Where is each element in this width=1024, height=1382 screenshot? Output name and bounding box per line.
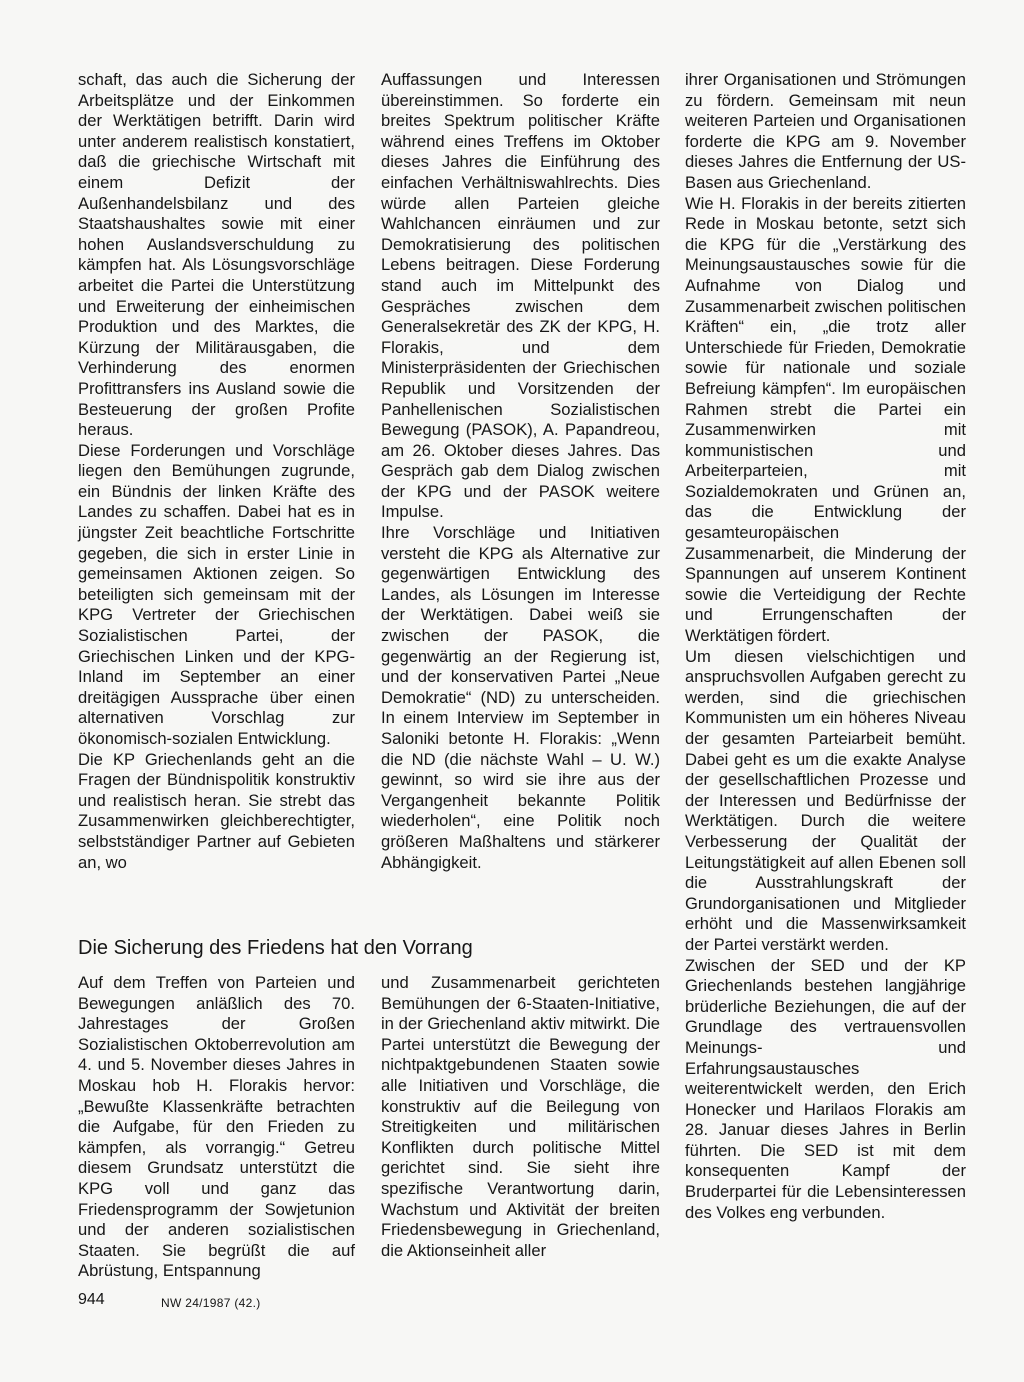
paragraph: und Zusammenarbeit gerichteten Bemühungen der 6-Staaten-Initiative, in der Griechenland aktiv mitwirkt. Die Partei unterstützt die Bewegung der nichtpaktgebundenen Staaten sowie alle Initiativen und Vorschläge, die konstruktiv auf die Beilegung von Streitigkeiten und militärischen Konflikten durch politische Mittel gerichtet sind. Sie sieht ihre spezifische Verantwortung darin, Wachstum und Aktivität der breiten Friedensbewegung in Griechenland, die Aktionseinheit aller bbox=[381, 973, 660, 1260]
section-column-1 bbox=[78, 973, 355, 1282]
paragraph: Auffassungen und Interessen übereinstimmen. So forderte ein breites Spektrum politischer Kräfte während eines Treffens im Oktober dieses Jahres die Einführung des einfachen Verhältniswahlrechts. Dies würde allen Parteien gleiche Wahlchancen einräumen und zur Demokratisierung des politischen Lebens beitragen. Diese Forderung stand auch im Mittelpunkt des Gespräches zwischen dem Generalsekretär des ZK der KPG, H. Florakis, und dem Ministerpräsidenten der Griechischen Republik und Vorsitzenden der Panhellenischen Sozialistischen Bewegung (PASOK), A. Papandreou, am 26. Oktober dieses Jahres. Das Gespräch gab dem Dialog zwischen der KPG und der PASOK weitere Impulse. bbox=[381, 70, 660, 522]
paragraph: Die KP Griechenlands geht an die Fragen der Bündnispolitik konstruktiv und realistisch heran. Sie strebt das Zusammenwirken gleichberechtigter, selbstständiger Partner auf Gebieten an, wo bbox=[78, 749, 355, 872]
section-column-2 bbox=[381, 973, 660, 1261]
paragraph: ihrer Organisationen und Strömungen zu fördern. Gemeinsam mit neun weiteren Parteien und Organisationen forderte die KPG am 9. November dieses Jahres die Entfernung der US-Basen aus Griechenland. bbox=[685, 70, 966, 192]
article-column-1 bbox=[78, 70, 355, 873]
section-heading: Die Sicherung des Friedens hat den Vorrang bbox=[78, 937, 473, 959]
paragraph: Zwischen der SED und der KP Griechenlands bestehen langjährige brüderliche Beziehungen, die auf der Grundlage des vertrauensvollen Meinungs- und Erfahrungsaustausches weiterentwickelt werden, den Erich Honecker und Harilaos Florakis am 28. Januar dieses Jahres in Berlin führten. Die SED ist mit dem konsequenten Kampf der Bruderpartei für die Lebensinteressen des Volkes eng verbunden. bbox=[685, 955, 966, 1222]
paragraph: schaft, das auch die Sicherung der Arbeitsplätze und der Einkommen der Werktätigen betrifft. Darin wird unter anderem realistisch konstatiert, daß die griechische Wirtschaft mit einem Defizit der Außenhandelsbilanz und des Staatshaushaltes sowie mit einer hohen Auslandsverschuldung zu kämpfen hat. Als Lösungsvorschläge arbeitet die Partei die Unterstützung und Erweiterung der einheimischen Produktion und des Marktes, die Kürzung der Militärausgaben, die Verhinderung des enormen Profittransfers ins Ausland sowie die Besteuerung der großen Profite heraus. bbox=[78, 70, 355, 440]
paragraph: Wie H. Florakis in der bereits zitierten Rede in Moskau betonte, setzt sich die KPG für die „Verstärkung des Meinungsaustausches sowie für die Aufnahme von Dialog und Zusammenarbeit zwischen politischen Kräften“ ein, „die trotz aller Unterschiede für Frieden, Demokratie sowie für nationale und soziale Befreiung kämpfen“. Im europäischen Rahmen strebt die Partei ein Zusammenwirken mit kommunistischen und Arbeiterparteien, mit Sozialdemokraten und Grünen an, das die Entwicklung der gesamteuropäischen Zusammenarbeit, die Minderung der Spannungen auf unserem Kontinent sowie die Verteidigung der Rechte und Errungenschaften der Werktätigen fördert. bbox=[685, 193, 966, 646]
paragraph: Diese Forderungen und Vorschläge liegen den Bemühungen zugrunde, ein Bündnis der linken Kräfte des Landes zu schaffen. Dabei hat es in jüngster Zeit beachtliche Fortschritte gegeben, die sich in erster Linie in gemeinsamen Aktionen zeigen. So beteiligten sich gemeinsam mit der KPG Vertreter der Griechischen Sozialistischen Partei, der Griechischen Linken und der KPG-Inland im September an einer dreitägigen Aussprache über einen alternativen Vorschlag zur ökonomisch-sozialen Entwicklung. bbox=[78, 440, 355, 748]
issue-label: NW 24/1987 (42.) bbox=[161, 1296, 261, 1310]
page-number: 944 bbox=[78, 1291, 105, 1308]
article-column-3 bbox=[685, 70, 966, 1223]
paragraph: Ihre Vorschläge und Initiativen versteht die KPG als Alternative zur gegenwärtigen Entwicklung des Landes, als Lösungen im Interesse der Werktätigen. Dabei weiß sie zwischen der PASOK, die gegenwärtig an der Regierung ist, und der konservativen Partei „Neue Demokratie“ (ND) zu unterscheiden. In einem Interview im September in Saloniki betonte H. Florakis: „Wenn die ND (die nächste Wahl – U. W.) gewinnt, so wird sie ihre aus der Vergangenheit bekannte Politik wiederholen“, eine Politik noch größeren Maßhaltens und stärkerer Abhängigkeit. bbox=[381, 523, 660, 872]
article-column-2 bbox=[381, 70, 660, 873]
paragraph: Auf dem Treffen von Parteien und Bewegungen anläßlich des 70. Jahrestages der Großen Sozialistischen Oktoberrevolution am 4. und 5. November dieses Jahres in Moskau hob H. Florakis hervor: „Bewußte Klassenkräfte betrachten die Aufgabe, für den Frieden zu kämpfen, als vorrangig.“ Getreu diesem Grundsatz unterstützt die KPG voll und ganz das Friedensprogramm der Sowjetunion und der anderen sozialistischen Staaten. Sie begrüßt die auf Abrüstung, Entspannung bbox=[78, 973, 355, 1281]
paragraph: Um diesen vielschichtigen und anspruchsvollen Aufgaben gerecht zu werden, sind die griechischen Kommunisten um ein höheres Niveau der gesamten Parteiarbeit bemüht. Dabei geht es um die exakte Analyse der gesellschaftlichen Prozesse und der Interessen und Bedürfnisse der Werktätigen. Durch die weitere Verbesserung der Qualität der Leitungstätigkeit auf allen Ebenen soll die Ausstrahlungskraft der Grundorganisationen und Mitglieder erhöht und die Massenwirksamkeit der Partei verstärkt werden. bbox=[685, 646, 966, 954]
